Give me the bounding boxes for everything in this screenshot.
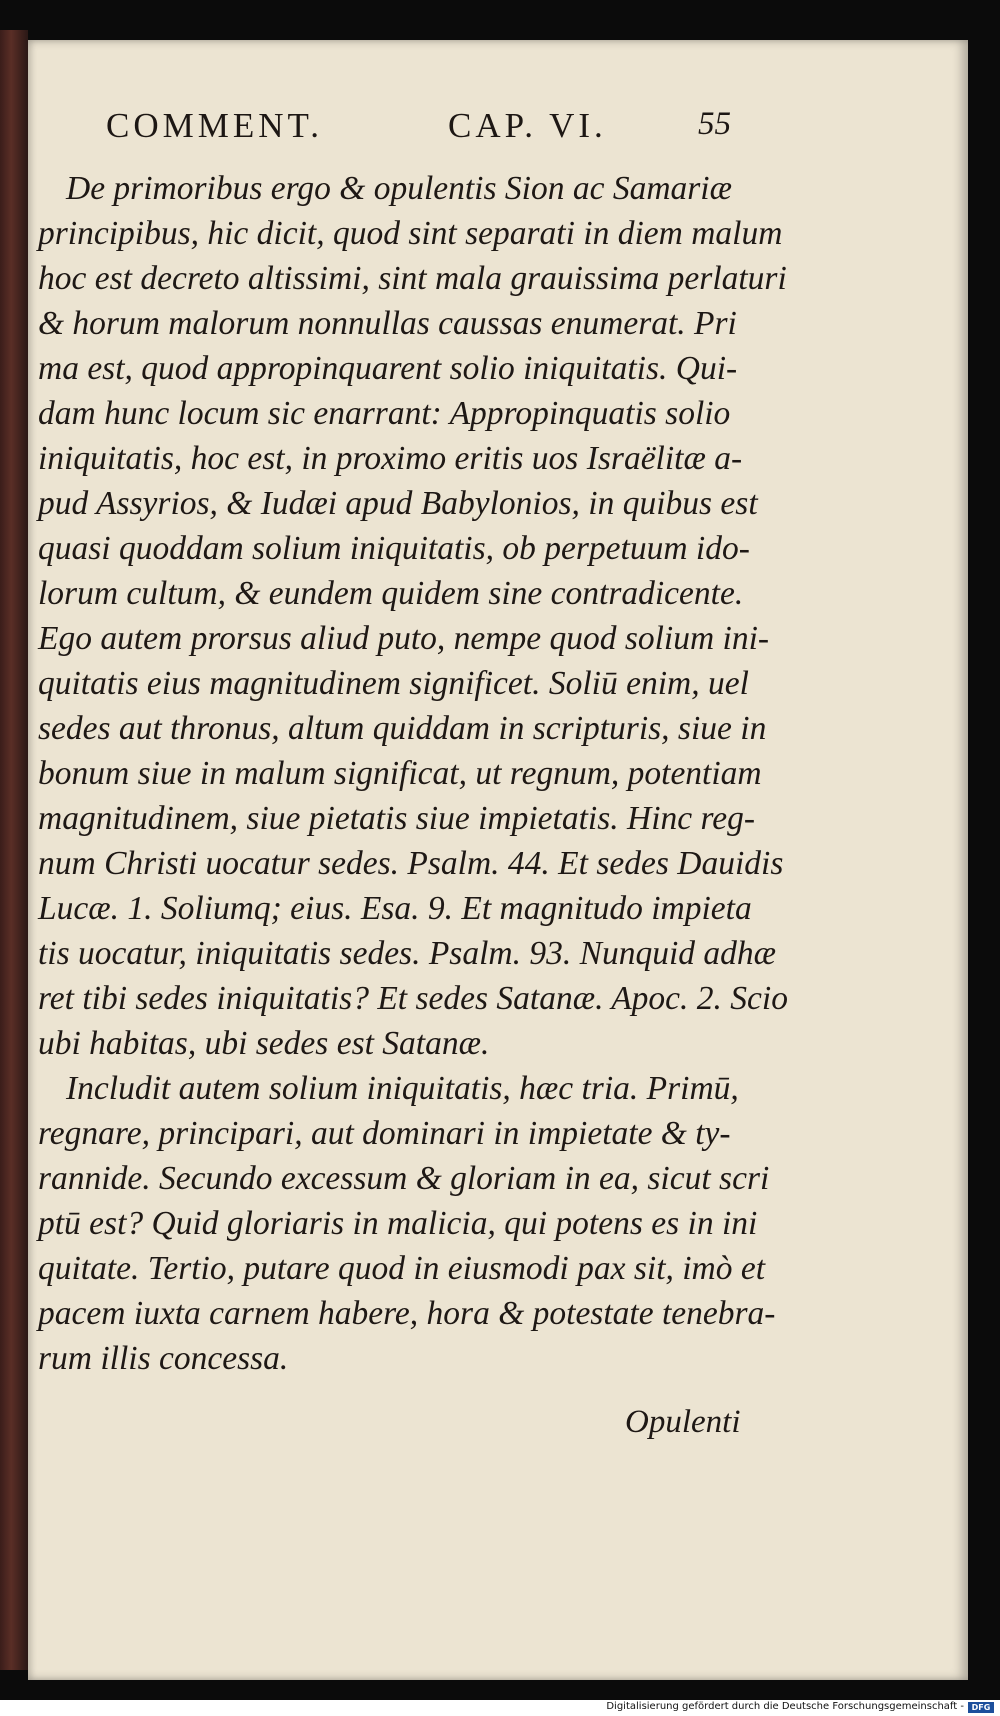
text-line: tis uocatur, iniquitatis sedes. Psalm. 93. Nunquid adhæ (38, 935, 776, 972)
text-line: hoc est decreto altissimi, sint mala grauissima perlaturi (38, 260, 787, 297)
text-line: quasi quoddam solium iniquitatis, ob perpetuum ido- (38, 530, 750, 567)
text-line: ret tibi sedes iniquitatis? Et sedes Satanæ. Apoc. 2. Scio (38, 980, 788, 1017)
text-line: bonum siue in malum significat, ut regnum, potentiam (38, 755, 762, 792)
text-line: magnitudinem, siue pietatis siue impietatis. Hinc reg- (38, 800, 756, 837)
dfg-logo: DFG (968, 1702, 994, 1713)
text-line: ptū est? Quid gloriaris in malicia, qui potens es in ini (38, 1205, 758, 1242)
text-line: lorum cultum, & eundem quidem sine contradicente. (38, 575, 744, 612)
text-line: sedes aut thronus, altum quiddam in scripturis, siue in (38, 710, 767, 747)
catchword: Opulenti (625, 1404, 741, 1440)
digitization-credit: Digitalisierung gefördert durch die Deutsche Forschungsgemeinschaft - (606, 1701, 964, 1712)
text-line: rum illis concessa. (38, 1340, 289, 1377)
text-line: regnare, principari, aut dominari in impietate & ty- (38, 1115, 731, 1152)
running-head-left: COMMENT. (106, 106, 324, 145)
text-line: Lucæ. 1. Soliumq; eius. Esa. 9. Et magnitudo impieta (38, 890, 752, 927)
text-line: rannide. Secundo excessum & gloriam in ea, sicut scri (38, 1160, 770, 1197)
text-line: pud Assyrios, & Iudæi apud Babylonios, in quibus est (38, 485, 758, 522)
text-line: Ego autem prorsus aliud puto, nempe quod solium ini- (38, 620, 770, 657)
text-line: ma est, quod appropinquarent solio iniquitatis. Qui- (38, 350, 738, 387)
text-line: & horum malorum nonnullas caussas enumerat. Pri (38, 305, 737, 342)
text-line: quitatis eius magnitudinem significet. Soliū enim, uel (38, 665, 749, 702)
text-line: iniquitatis, hoc est, in proximo eritis uos Israëlitæ a- (38, 440, 743, 477)
binding-edge (0, 30, 28, 1670)
text-line: num Christi uocatur sedes. Psalm. 44. Et sedes Dauidis (38, 845, 784, 882)
text-line: Includit autem solium iniquitatis, hæc tria. Primū, (66, 1070, 739, 1107)
text-line: pacem iuxta carnem habere, hora & potestate tenebra- (38, 1295, 776, 1332)
text-line: principibus, hic dicit, quod sint separati in diem malum (38, 215, 783, 252)
running-header (28, 106, 968, 156)
book-page (28, 40, 968, 1680)
text-line: De primoribus ergo & opulentis Sion ac Samariæ (66, 170, 732, 207)
text-line: dam hunc locum sic enarrant: Appropinquatis solio (38, 395, 731, 432)
running-head-chapter: CAP. VI. (448, 106, 607, 145)
text-line: quitate. Tertio, putare quod in eiusmodi pax sit, imò et (38, 1250, 766, 1287)
body-text (38, 166, 788, 1381)
page-number: 55 (698, 106, 731, 142)
text-line: ubi habitas, ubi sedes est Satanæ. (38, 1025, 490, 1062)
